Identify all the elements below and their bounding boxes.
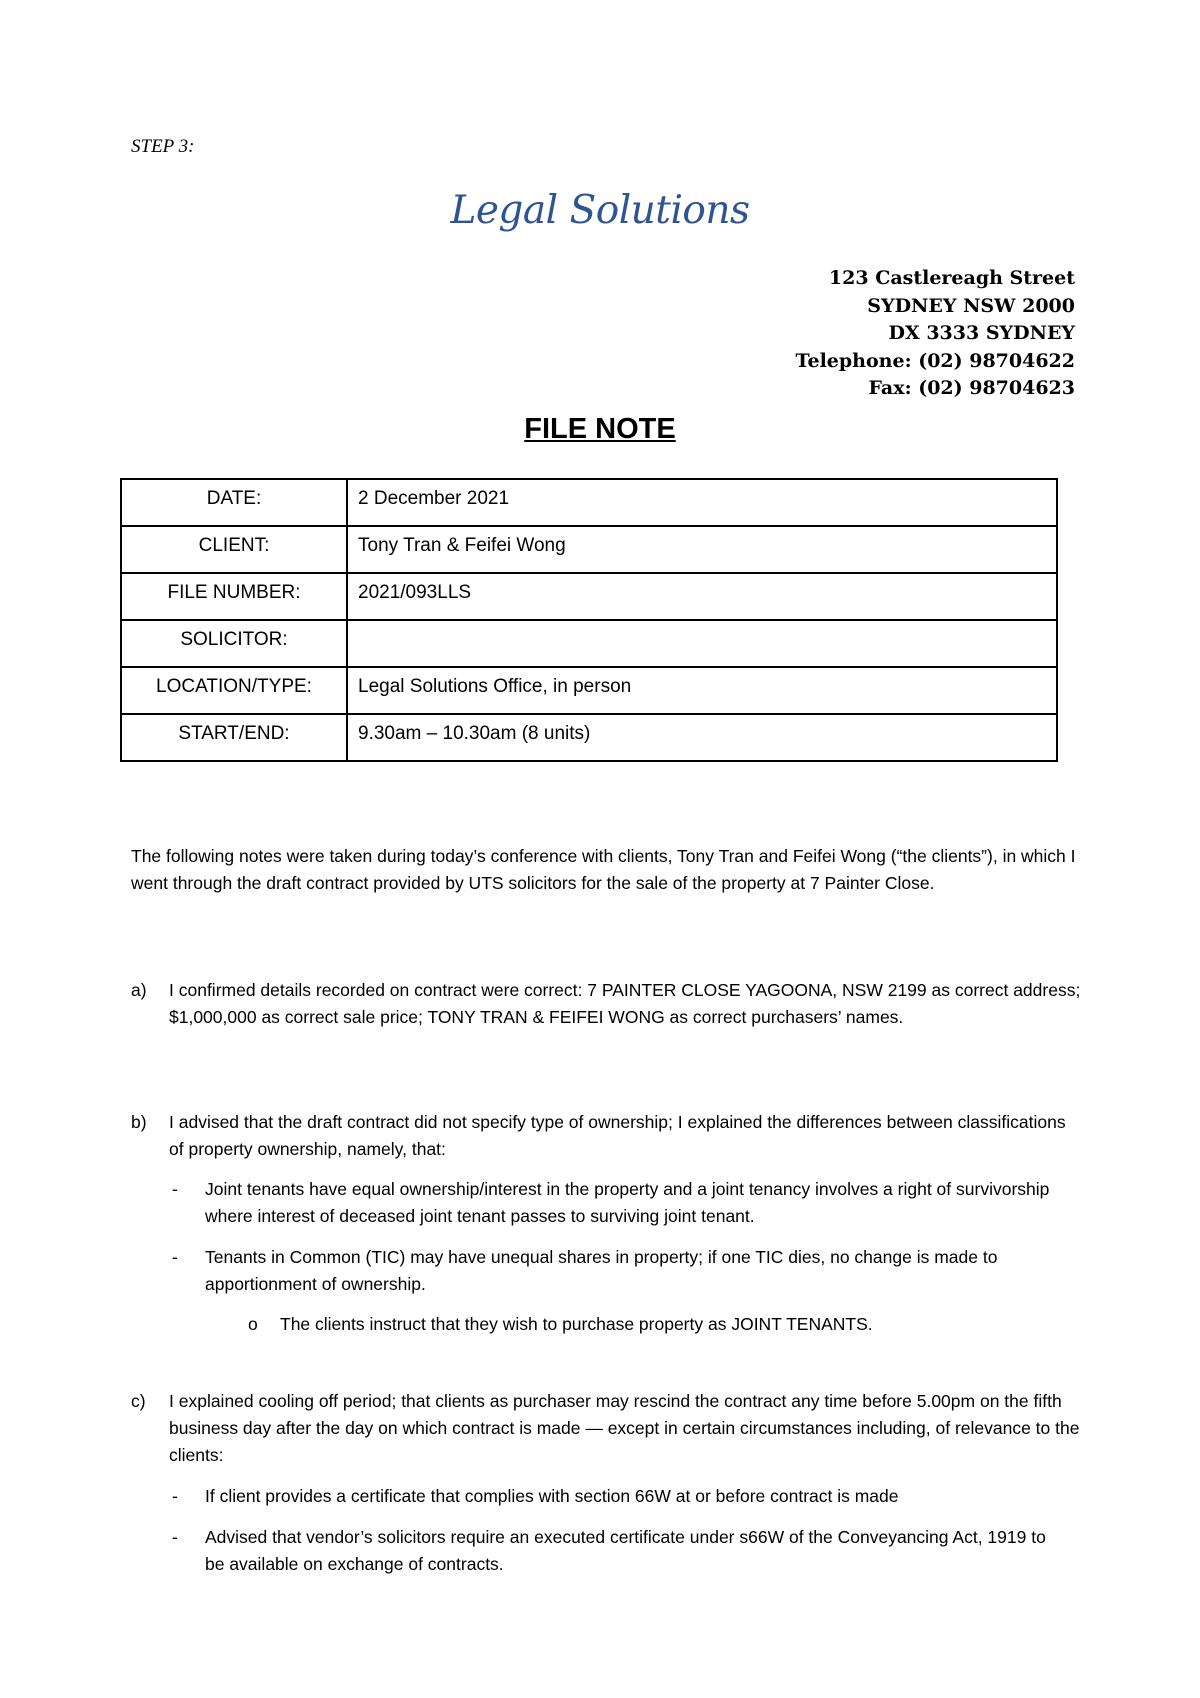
sub-sub-item [248, 1311, 1048, 1338]
date-value: 2 December 2021 [347, 479, 1057, 526]
address-telephone: Telephone: (02) 98704622 [795, 349, 1075, 372]
table-row [121, 667, 1057, 714]
sub-item-text: If client provides a certificate that complies with section 66W at or before contract is made [205, 1486, 899, 1506]
sub-item-text: Joint tenants have equal ownership/interest in the property and a joint tenancy involves a right of survivorship where interest of deceased joint tenant passes to surviving joint tenant. [205, 1179, 1050, 1226]
table-row [121, 620, 1057, 667]
client-value: Tony Tran & Feifei Wong [347, 526, 1057, 573]
start-end-value: 9.30am – 10.30am (8 units) [347, 714, 1057, 761]
item-label: b) [131, 1112, 147, 1132]
item-label: a) [131, 980, 147, 1000]
location-type-value: Legal Solutions Office, in person [347, 667, 1057, 714]
intro-paragraph: The following notes were taken during today’s conference with clients, Tony Tran and Feifei Wong (“the clients”), in which I went through the draft contract provided by UTS solicitors for the sale of the property at 7 Painter Close. [131, 846, 1076, 893]
firm-name: Legal Solutions [450, 188, 750, 233]
address-city: SYDNEY NSW 2000 [867, 294, 1075, 317]
address-fax: Fax: (02) 98704623 [868, 377, 1075, 399]
dash-bullet: - [172, 1179, 178, 1199]
list-item-a [131, 977, 1081, 1031]
address-dx: DX 3333 SYDNEY [888, 322, 1075, 344]
list-item-b [131, 1109, 1081, 1163]
start-end-label: START/END: [121, 714, 347, 761]
dash-bullet: - [172, 1247, 178, 1267]
dash-bullet: - [172, 1486, 178, 1506]
sub-item [169, 1176, 1069, 1230]
date-label: DATE: [121, 479, 347, 526]
solicitor-value [347, 620, 1057, 667]
client-label: CLIENT: [121, 526, 347, 573]
sub-item-text: Advised that vendor’s solicitors require an executed certificate under s66W of the Conveyancing Act, 1919 to be available on exchange of contracts. [205, 1527, 1046, 1574]
file-number-value: 2021/093LLS [347, 573, 1057, 620]
sub-item [169, 1244, 1069, 1298]
table-row [121, 526, 1057, 573]
page-title: FILE NOTE [524, 413, 676, 445]
list-item-c [131, 1388, 1081, 1469]
location-type-label: LOCATION/TYPE: [121, 667, 347, 714]
sub-item [169, 1524, 1069, 1578]
sub-item [169, 1483, 1069, 1510]
step-label: STEP 3: [131, 136, 195, 157]
circle-bullet: o [248, 1314, 258, 1334]
address-street: 123 Castlereagh Street [828, 267, 1075, 289]
item-text: I confirmed details recorded on contract were correct: 7 PAINTER CLOSE YAGOONA, NSW 2199 as correct address; $1,000,000 as correct sale price; TONY TRAN & FEIFEI WONG as correct purchasers’ names. [169, 980, 1081, 1027]
table-row [121, 479, 1057, 526]
item-text: I advised that the draft contract did not specify type of ownership; I explained the differences between classifications of property ownership, namely, that: [169, 1112, 1066, 1159]
item-text: I explained cooling off period; that clients as purchaser may rescind the contract any time before 5.00pm on the fifth business day after the day on which contract is made — except in certain circumstances including, of relevance to the clients: [169, 1391, 1080, 1465]
file-number-label: FILE NUMBER: [121, 573, 347, 620]
file-details-table [120, 478, 1058, 762]
firm-address-block [796, 265, 1075, 403]
item-label: c) [131, 1391, 146, 1411]
sub-sub-item-text: The clients instruct that they wish to purchase property as JOINT TENANTS. [280, 1314, 873, 1334]
solicitor-label: SOLICITOR: [121, 620, 347, 667]
dash-bullet: - [172, 1527, 178, 1547]
table-row [121, 714, 1057, 761]
table-row [121, 573, 1057, 620]
sub-item-text: Tenants in Common (TIC) may have unequal shares in property; if one TIC dies, no change is made to apportionment of ownership. [205, 1247, 998, 1294]
